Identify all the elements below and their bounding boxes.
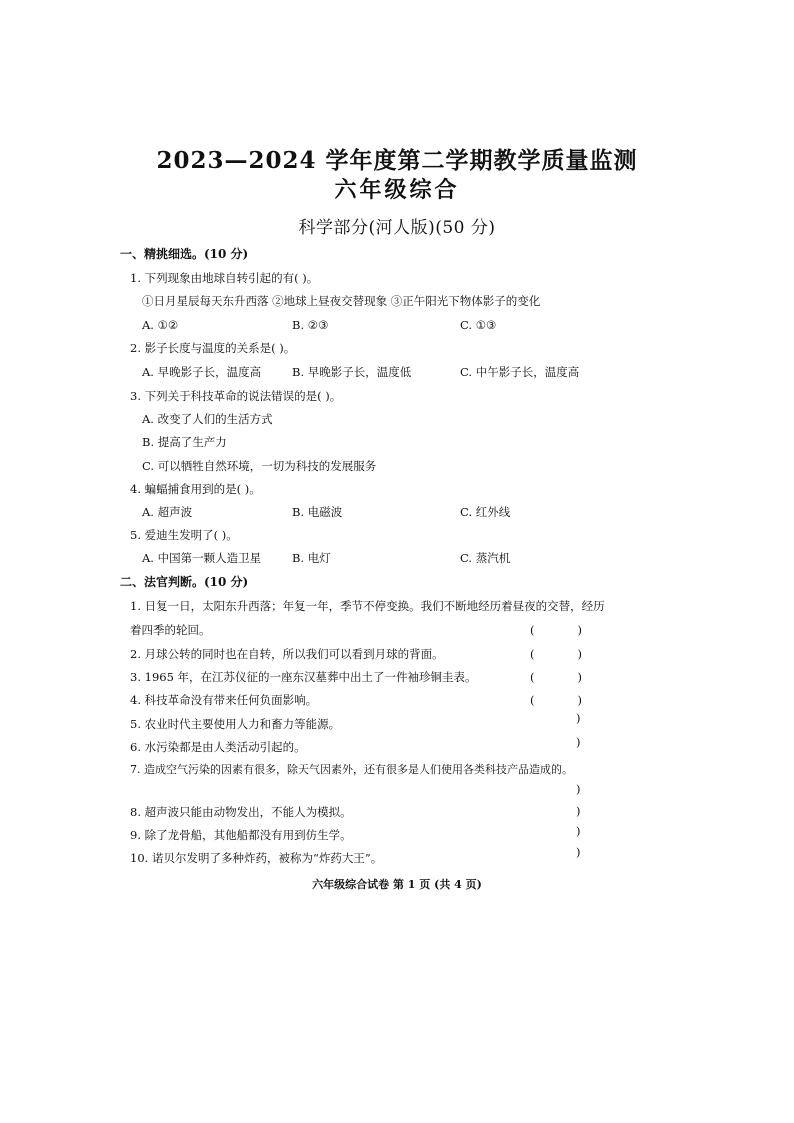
answer-paren[interactable]: ( ) [530,670,582,684]
answer-paren[interactable]: ( ) [530,693,582,707]
answer-paren-close[interactable]: ) [576,735,581,749]
option-a[interactable]: A. 改变了人们的生活方式 [142,412,273,426]
option-c[interactable]: C. 蒸汽机 [460,551,511,565]
option-b[interactable]: B. 电灯 [292,551,331,565]
answer-paren[interactable]: ( ) [530,623,582,637]
judge-item: 10. 诺贝尔发明了多种炸药，被称为“炸药大王”。 [130,851,383,865]
exam-part: 科学部分(河人版)(50 分) [298,218,496,238]
exam-subtitle: 六年级综合 [334,177,460,203]
option-c[interactable]: C. ①③ [460,318,497,332]
option-b[interactable]: B. 电磁波 [292,505,343,519]
answer-paren-close[interactable]: ) [576,782,581,796]
answer-paren-close[interactable]: ) [576,711,581,725]
question-stem: 1. 下列现象由地球自转引起的有( )。 [130,271,319,285]
judge-item: 2. 月球公转的同时也在自转，所以我们可以看到月球的背面。 [130,647,444,661]
answer-paren-close[interactable]: ) [576,824,581,838]
option-a[interactable]: A. 中国第一颗人造卫星 [142,551,262,565]
option-b[interactable]: B. ②③ [292,318,329,332]
answer-paren-close[interactable]: ) [576,845,581,859]
question-stem: 4. 蝙蝠捕食用到的是( )。 [130,482,261,496]
question-stem: 5. 爱迪生发明了( )。 [130,528,238,542]
option-b[interactable]: B. 早晚影子长，温度低 [292,365,412,379]
judge-item: 9. 除了龙骨船，其他船都没有用到仿生学。 [130,828,352,842]
exam-title: 2023—2024 学年度第二学期教学质量监测 [156,147,638,174]
question-stem: 2. 影子长度与温度的关系是( )。 [130,341,296,355]
judge-item: 着四季的轮回。 [130,623,211,637]
answer-paren-close[interactable]: ) [576,804,581,818]
page-footer: 六年级综合试卷 第 1 页 (共 4 页) [312,878,482,891]
question-stem: 3. 下列关于科技革命的说法错误的是( )。 [130,389,342,403]
option-b[interactable]: B. 提高了生产力 [142,435,227,449]
option-c[interactable]: C. 红外线 [460,505,511,519]
judge-item: 3. 1965 年，在江苏仪征的一座东汉墓葬中出土了一件袖珍铜圭表。 [130,670,477,684]
section-heading-choice: 一、精挑细选。(10 分) [120,247,249,261]
judge-item: 6. 水污染都是由人类活动引起的。 [130,740,306,754]
option-c[interactable]: C. 可以牺牲自然环境，一切为科技的发展服务 [142,459,377,473]
judge-item: 1. 日复一日，太阳东升西落；年复一年，季节不停变换。我们不断地经历着昼夜的交替，经历 [130,599,605,613]
section-heading-judge: 二、法官判断。(10 分) [120,575,249,589]
option-a[interactable]: A. 超声波 [142,505,193,519]
question-statements: ①日月星辰每天东升西落 ②地球上昼夜交替现象 ③正午阳光下物体影子的变化 [142,294,541,308]
answer-paren[interactable]: ( ) [530,647,582,661]
judge-item: 7. 造成空气污染的因素有很多，除天气因素外，还有很多是人们使用各类科技产品造成的。 [130,763,573,776]
option-a[interactable]: A. ①② [142,318,179,332]
option-c[interactable]: C. 中午影子长，温度高 [460,365,580,379]
judge-item: 8. 超声波只能由动物发出，不能人为模拟。 [130,805,352,819]
judge-item: 4. 科技革命没有带来任何负面影响。 [130,693,318,707]
judge-item: 5. 农业时代主要使用人力和畜力等能源。 [130,717,341,731]
option-a[interactable]: A. 早晚影子长，温度高 [142,365,262,379]
